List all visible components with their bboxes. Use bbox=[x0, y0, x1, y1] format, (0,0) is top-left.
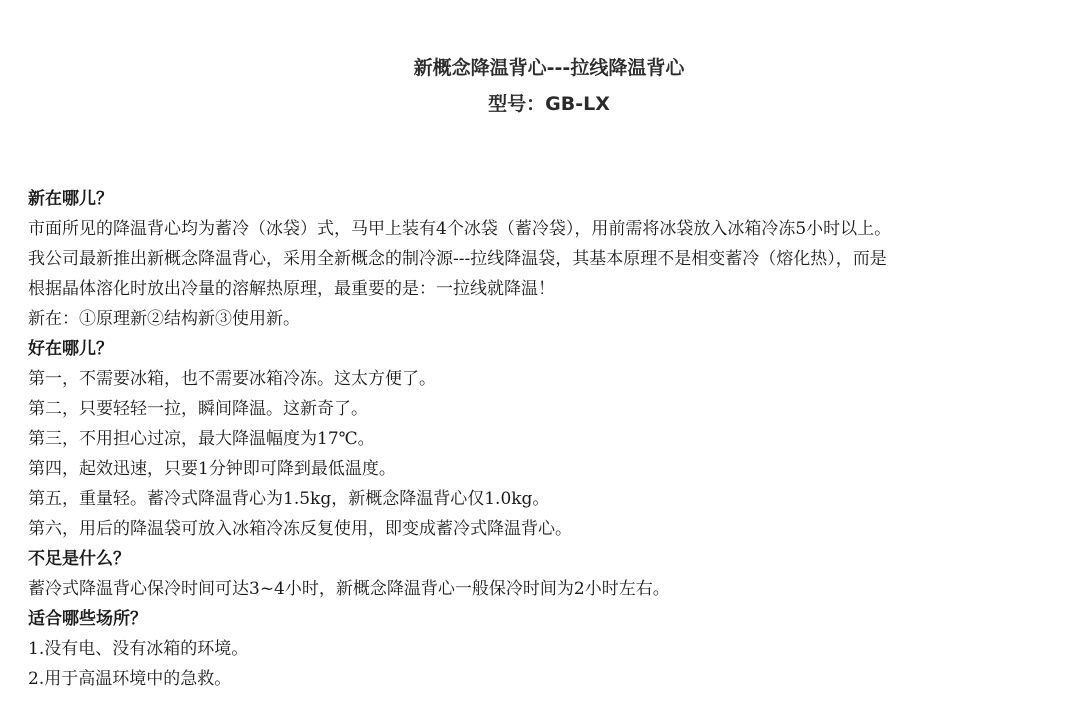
paragraph-line: 新在：①原理新②结构新③使用新。 bbox=[28, 309, 300, 329]
section-heading-what-good: 好在哪儿？ bbox=[28, 339, 113, 359]
paragraph-line: 蓄冷式降温背心保冷时间可达3~4小时，新概念降温背心一般保冷时间为2小时左右。 bbox=[28, 579, 670, 599]
document-body bbox=[28, 184, 1068, 694]
model-number: 型号：GB-LX bbox=[488, 93, 610, 115]
document-title: 新概念降温背心---拉线降温背心 bbox=[413, 57, 685, 79]
list-item: 第二，只要轻轻一拉，瞬间降温。这新奇了。 bbox=[28, 399, 368, 419]
list-item: 第一，不需要冰箱，也不需要冰箱冷冻。这太方便了。 bbox=[28, 369, 436, 389]
section-heading-shortcoming: 不足是什么？ bbox=[28, 549, 130, 569]
list-item: 第六，用后的降温袋可放入冰箱冷冻反复使用，即变成蓄冷式降温背心。 bbox=[28, 519, 572, 539]
list-item: 第三，不用担心过凉，最大降温幅度为17℃。 bbox=[28, 429, 375, 449]
list-item: 第五，重量轻。蓄冷式降温背心为1.5kg，新概念降温背心仅1.0kg。 bbox=[28, 489, 550, 509]
title-block bbox=[0, 52, 1077, 120]
paragraph-line: 我公司最新推出新概念降温背心，采用全新概念的制冷源---拉线降温袋，其基本原理不是相变蓄冷（熔化热），而是 bbox=[28, 249, 887, 269]
list-item: 第四，起效迅速，只要1分钟即可降到最低温度。 bbox=[28, 459, 396, 479]
list-item: 2.用于高温环境中的急救。 bbox=[28, 669, 232, 689]
section-heading-suitable: 适合哪些场所？ bbox=[28, 609, 147, 629]
paragraph-line: 市面所见的降温背心均为蓄冷（冰袋）式，马甲上装有4个冰袋（蓄冷袋），用前需将冰袋放入冰箱冷冻5小时以上。 bbox=[28, 219, 892, 239]
list-item: 1.没有电、没有冰箱的环境。 bbox=[28, 639, 249, 659]
section-heading-what-new: 新在哪儿？ bbox=[28, 189, 113, 209]
paragraph-line: 根据晶体溶化时放出冷量的溶解热原理，最重要的是：一拉线就降温！ bbox=[28, 279, 555, 299]
